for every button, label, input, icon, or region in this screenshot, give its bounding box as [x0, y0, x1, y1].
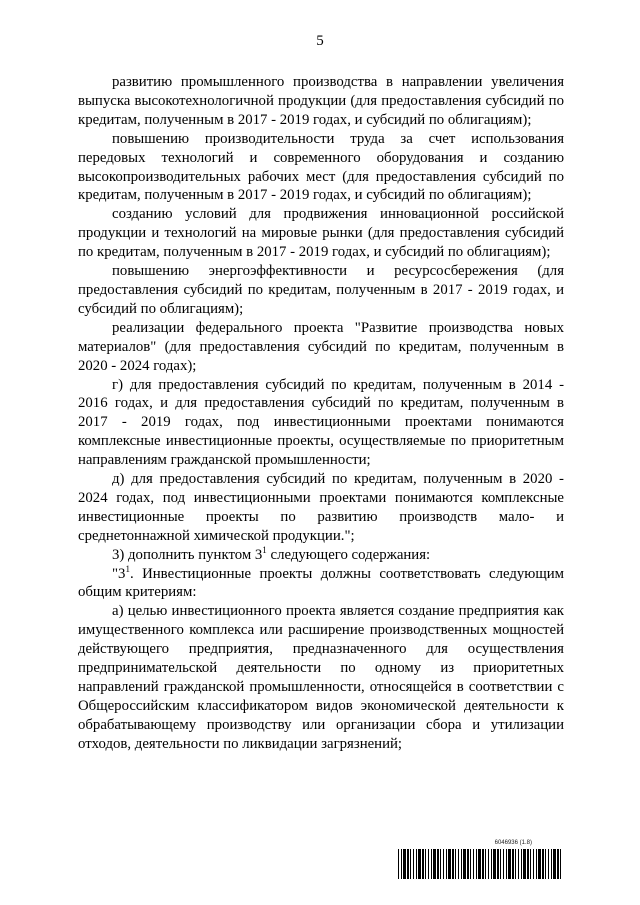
document-body — [78, 73, 564, 754]
paragraph: созданию условий для продвижения инновационной российской продукции и технологий на мировые рынки (для предоставления субсидий по кредитам, полученным в 2017 - 2019 годах, и субсидий по облигациям); — [78, 206, 564, 261]
document-code: 6046936 (1.8) — [494, 840, 532, 846]
page-number: 5 — [316, 33, 324, 49]
paragraph: реализации федерального проекта "Развитие производства новых материалов" (для предоставления субсидий по кредитам, полученным в 2020 - 2024 годах); — [78, 319, 564, 374]
paragraph-item-a: а) целью инвестиционного проекта является создание предприятия как имущественного комплекса или расширение производственных мощностей действующего предприятия, предназначенного для осуществления предпринимательской деятельности по одному из приоритетных направлений гражданской промышленности, относящейся в соответствии с Общероссийским классификатором видов экономической деятельности к обрабатывающему производству или организации сбора и утилизации отходов, деятельности по ликвидации загрязнений; — [78, 603, 564, 752]
paragraph: д) для предоставления субсидий по кредитам, полученным в 2020 - 2024 годах, под инвестиционными проектами понимаются комплексные инвестиционные проекты по развитию производств мало- и среднетоннажной химической продукции."; — [78, 471, 564, 544]
paragraph: повышению производительности труда за счет использования передовых технологий и современного оборудования и созданию высокопроизводительных рабочих мест (для предоставления субсидий по кредитам, полученным в 2017 - 2019 годах, и субсидий по облигациям); — [78, 130, 564, 204]
paragraph-quote — [78, 565, 564, 603]
barcode-icon — [398, 849, 564, 879]
paragraph: г) для предоставления субсидий по кредитам, полученным в 2014 - 2016 годах, и для предоставления субсидий по кредитам, полученным в 2017 - 2019 годах, под инвестиционными проектами понимаются комплексные инвестиционные проекты, осуществляемые по приоритетным направлениям гражданской промышленности; — [78, 376, 564, 469]
quote-prefix: "3 — [112, 565, 126, 582]
paragraph: повышению энергоэффективности и ресурсосбережения (для предоставления субсидий по кредитам, полученным в 2017 - 2019 годах, и субсидий по облигациям); — [78, 263, 564, 317]
barcode-block — [398, 840, 564, 880]
paragraph-item-3 — [78, 546, 564, 565]
paragraph: развитию промышленного производства в направлении увеличения выпуска высокотехнологичной продукции (для предоставления субсидий по кредитам, полученным в 2017 - 2019 годах, и субсидий по облигациям); — [78, 74, 564, 128]
quote-suffix: . Инвестиционные проекты должны соответствовать следующим общим критериям: — [78, 565, 564, 601]
item3-suffix: следующего содержания: — [266, 546, 431, 563]
item3-superscript: 1 — [262, 544, 267, 555]
item3-prefix: 3) дополнить пунктом 3 — [112, 546, 263, 563]
quote-superscript: 1 — [125, 563, 130, 574]
